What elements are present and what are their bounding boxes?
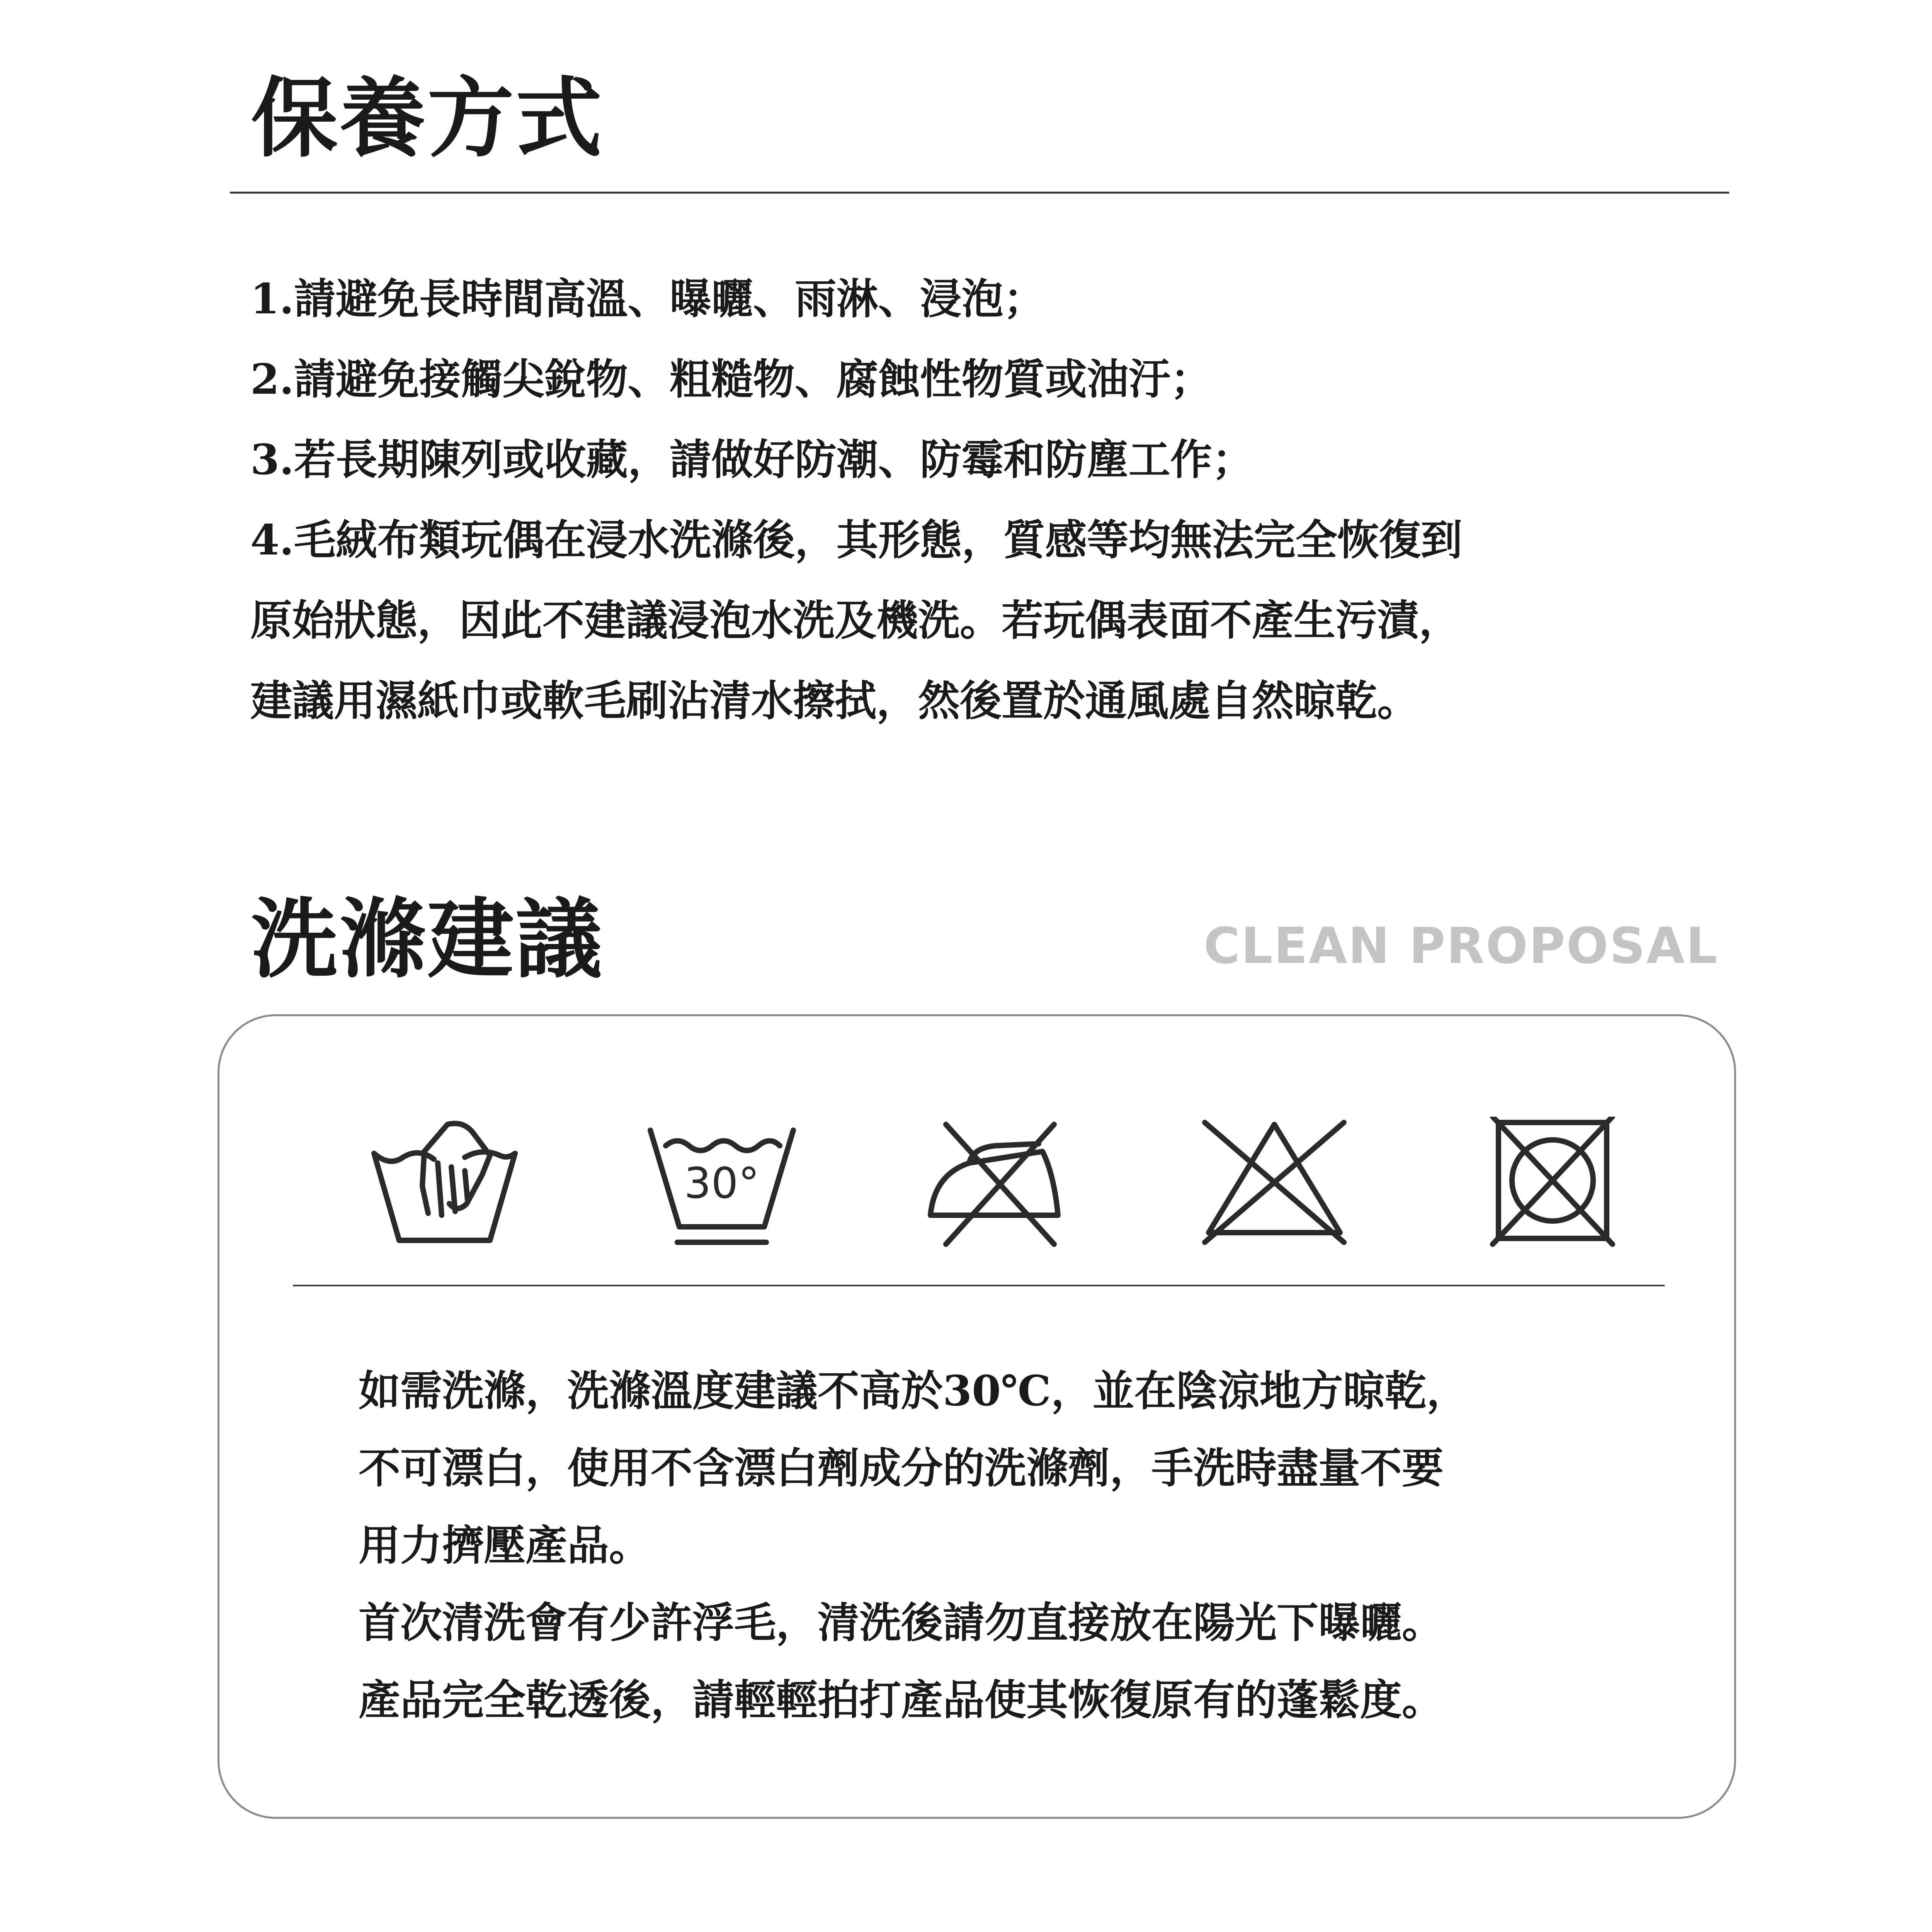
care-line: 3.若長期陳列或收藏，請做好防潮、防霉和防塵工作； [250, 435, 1254, 484]
do-not-iron-icon [923, 1117, 1077, 1248]
care-line: 原始狀態，因此不建議浸泡水洗及機洗。若玩偶表面不產生污漬， [250, 596, 1461, 645]
care-title: 保養方式 [251, 68, 604, 169]
icons-divider [293, 1285, 1665, 1286]
hand-wash-icon [366, 1117, 521, 1248]
wash-line: 不可漂白，使用不含漂白劑成分的洗滌劑，手洗時盡量不要 [359, 1444, 1444, 1493]
wash-panel [218, 1014, 1736, 1819]
do-not-bleach-icon [1197, 1117, 1352, 1248]
title-divider [230, 192, 1729, 194]
do-not-tumble-dry-icon [1475, 1117, 1630, 1248]
wash-line: 產品完全乾透後，請輕輕拍打產品使其恢復原有的蓬鬆度。 [359, 1676, 1444, 1725]
wash-line: 如需洗滌，洗滌溫度建議不高於30℃，並在陰涼地方晾乾， [359, 1367, 1468, 1415]
care-line: 4.毛絨布類玩偶在浸水洗滌後，其形態，質感等均無法完全恢復到 [250, 516, 1463, 565]
care-line: 1.請避免長時間高溫、曝曬、雨淋、浸泡； [250, 275, 1045, 323]
wash-title: 洗滌建議 [251, 889, 604, 990]
care-line: 建議用濕紙巾或軟毛刷沾清水擦拭，然後置於通風處自然晾乾。 [250, 677, 1419, 725]
care-symbols [219, 1117, 1734, 1256]
wash-temp-label: 30° [684, 1158, 760, 1208]
care-line: 2.請避免接觸尖銳物、粗糙物、腐蝕性物質或油汙； [250, 355, 1212, 404]
wash-line: 用力擠壓產品。 [359, 1521, 651, 1570]
care-instructions [250, 259, 1680, 741]
wash-30-icon [645, 1117, 799, 1248]
wash-instructions [359, 1352, 1672, 1739]
wash-line: 首次清洗會有少許浮毛，清洗後請勿直接放在陽光下曝曬。 [359, 1599, 1444, 1647]
wash-subtitle: CLEAN PROPOSAL [1204, 917, 1719, 975]
